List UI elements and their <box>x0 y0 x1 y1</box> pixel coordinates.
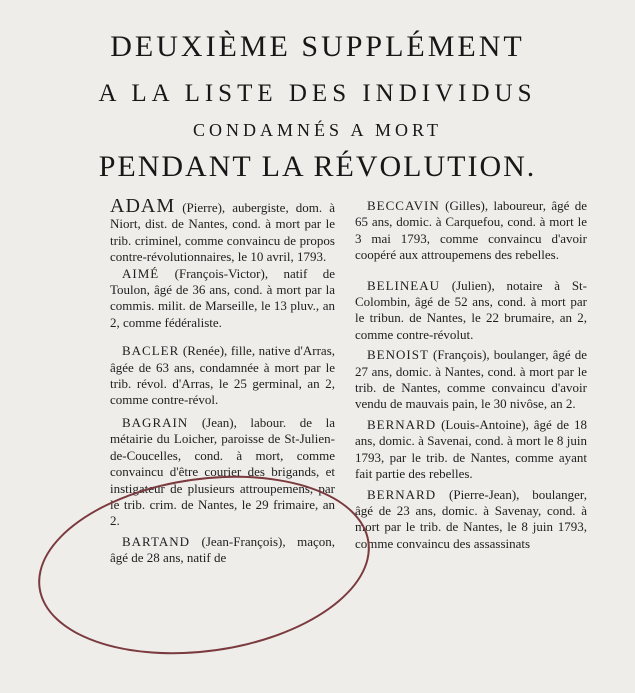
entry-text: (Pierre-Jean), boulanger, âgé de 23 ans, domic. à Savenay, cond. à mort par le trib. de Nantes, le 8 juin 1793, comme convaincu des assassinats <box>355 486 587 551</box>
title-line-1: DEUXIÈME SUPPLÉMENT <box>110 30 525 63</box>
entry-text: (Renée), fille, native d'Arras, âgée de 63 ans, condamnée à mort par le trib. révol. d'Arras, le 25 germinal, an 2, comme contre-révol. <box>110 343 336 408</box>
entry-text: (Jean), labour. de la métairie du Loicher, paroisse de St-Julien-de-Coucelles, cond. à mort, comme convaincu d'être courier des brigands, et instigateur de plusieurs attroupemens, par le trib. crim. de Nantes, le 29 frimaire, an 2. <box>110 414 336 529</box>
entry-text: (Julien), notaire à St-Colombin, âgé de 52 ans, cond. à mort par le tribun. de Nantes, le 22 brumaire, an 2, comme contre-révolut. <box>355 277 587 342</box>
entry-bacler <box>110 343 335 409</box>
title-line-3: CONDAMNÉS A MORT <box>193 120 442 140</box>
entry-name: BERNARD <box>367 486 437 502</box>
entry-name: BARTAND <box>122 533 191 549</box>
entry-name: ADAM <box>110 195 176 217</box>
entry-text: (François-Victor), natif de Toulon, âgé de 36 ans, cond. à mort par la commis. milit. de Marseille, le 13 pluv., an 2, comme fédéraliste. <box>110 265 336 330</box>
entry-bartand <box>110 534 335 567</box>
title-line-2: A LA LISTE DES INDIVIDUS <box>98 80 537 107</box>
entry-name: AIMÉ <box>122 265 160 281</box>
entry-name: BELINEAU <box>367 277 440 293</box>
entry-name: BERNARD <box>367 416 437 432</box>
entry-benoist <box>355 347 587 413</box>
entry-text: (Gilles), laboureur, âgé de 65 ans, domic. à Carquefou, cond. à mort le 3 mai 1793, comme convaincu d'avoir coopéré aux attroupemens des rebelles. <box>355 198 588 263</box>
title-line-4: PENDANT LA RÉVOLUTION. <box>98 150 537 183</box>
entry-text: (Louis-Antoine), âgé de 18 ans, domic. à Savenai, cond. à mort le 8 juin 1793, par le trib. de Nantes, comme ayant fait partie des rebelles. <box>355 416 588 482</box>
entry-name: BENOIST <box>367 347 429 363</box>
entry-text: (François), boulanger, âgé de 27 ans, domic. à Nantes, cond. à mort par le trib. de Nantes, comme convaincu d'avoir vendu de mauvais pain, le 30 nivôse, an 2. <box>355 347 588 412</box>
entry-bernard-louis <box>355 417 587 483</box>
entry-adam <box>110 195 335 266</box>
entry-name: BACLER <box>122 343 180 359</box>
entry-belineau <box>355 278 587 344</box>
entry-beccavin <box>355 198 587 264</box>
right-column <box>355 198 587 552</box>
entry-name: BAGRAIN <box>122 414 189 430</box>
left-column <box>110 195 336 567</box>
entry-bernard-pierre <box>355 487 587 553</box>
entry-name: BECCAVIN <box>367 198 440 213</box>
entry-text: (Pierre), aubergiste, dom. à Niort, dist. de Nantes, cond. à mort par le trib. criminel, comme convaincu de propos contre-révolutionnaires, le 10 avril, 1793. <box>110 200 335 265</box>
entry-text: (Jean-François), maçon, âgé de 28 ans, natif de <box>110 533 335 566</box>
entry-aime <box>110 266 335 332</box>
entry-bagrain <box>110 415 335 530</box>
